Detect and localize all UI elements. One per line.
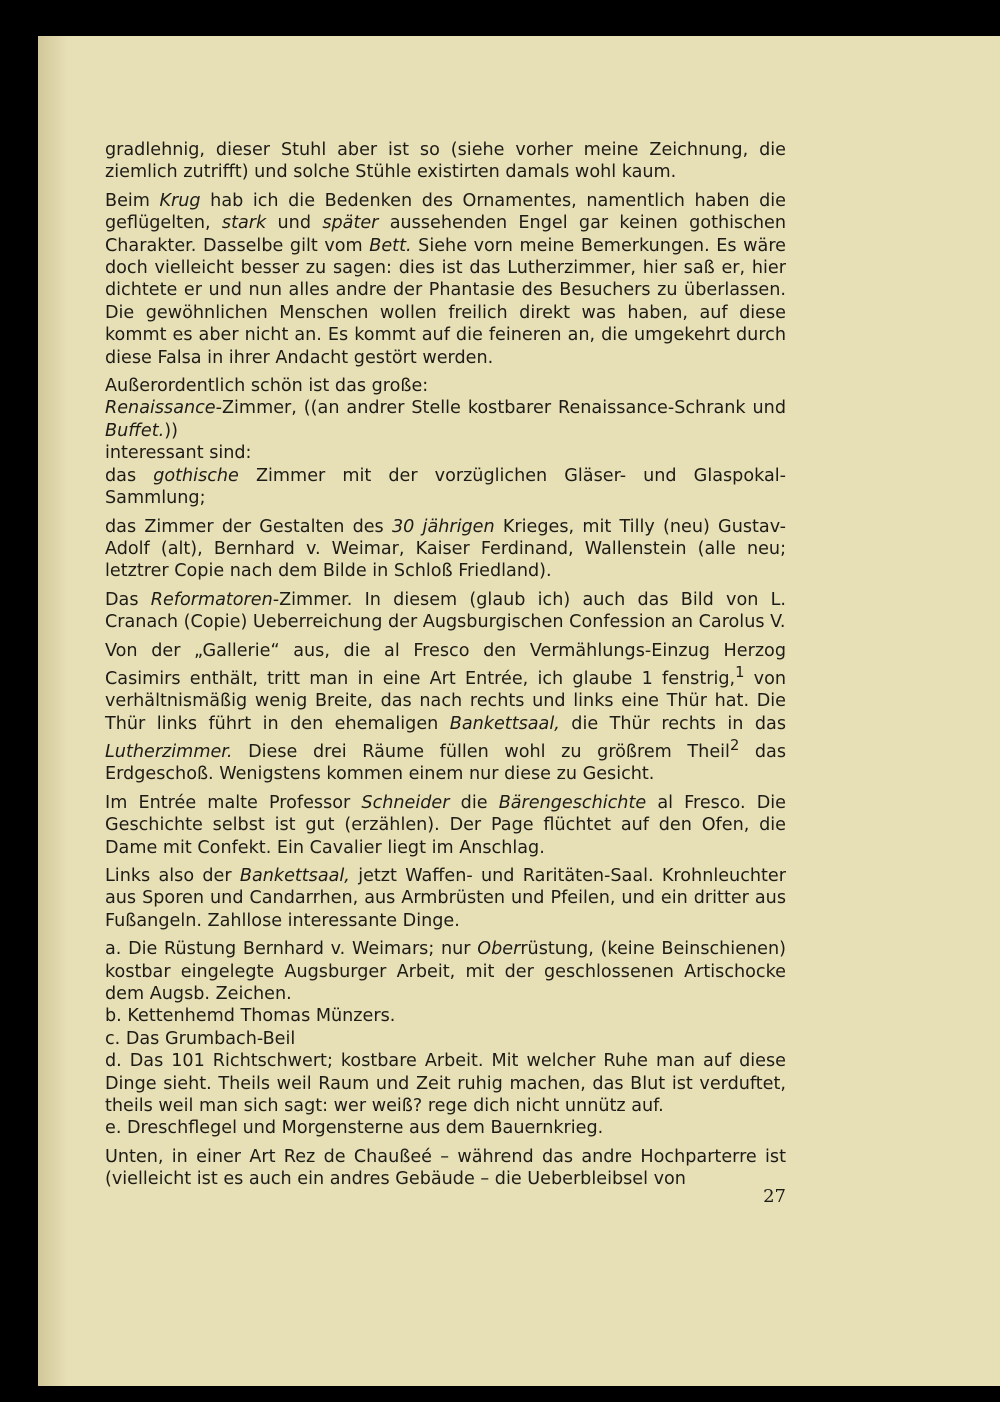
emphasis: 30 jährigen [391, 516, 495, 537]
page-number: 27 [763, 1186, 786, 1207]
text-run: das [105, 465, 154, 486]
page-text [105, 139, 786, 1197]
list-item-b [105, 1005, 786, 1027]
emphasis: Lutherzimmer. [105, 741, 233, 762]
text-run: interessant sind: [105, 443, 252, 464]
text-run: a. Die Rüstung Bernhard v. Weimars; nur [105, 939, 478, 960]
text-run: c. Das Grumbach-Beil [105, 1028, 296, 1049]
paragraph-5 [105, 589, 786, 634]
list-item-e [105, 1117, 786, 1139]
text-run: b. Kettenhemd Thomas Münzers. [105, 1006, 396, 1027]
footnote-marker: 2 [729, 737, 740, 755]
paragraph-4 [105, 516, 786, 583]
text-run: -Zimmer, ((an andrer Stelle kostbarer Renaissance-Schrank und [215, 398, 786, 419]
paragraph-8 [105, 865, 786, 932]
list-item-a [105, 938, 786, 1005]
text-run: -Zimmer. In diesem (glaub ich) auch das Bild von L. Cranach (Copie) Ueberreichung der Augsburgischen Confession an Carolus V. [105, 589, 786, 633]
text-run: Siehe vorn meine Bemerkungen. Es wäre doch vielleicht besser zu sagen: dies ist das Lutherzimmer, hier saß er, hier dichtete er und nun alles andre der Phantasie des Besuchers zu überlassen. Die gewöhnlichen Menschen wollen freilich direkt was haben, auf diese kommt es aber nicht an. Es kommt auf die feineren an, die umgekehrt durch diese Falsa in ihrer Andacht gestört werden. [105, 235, 787, 368]
paragraph-3-line-3 [105, 442, 786, 464]
text-run: al Fresco. Die Geschichte selbst ist gut (erzählen). Der Page flüchtet auf den Ofen, die Dame mit Confekt. Ein Cavalier liegt im Anschlag. [105, 792, 786, 858]
paragraph-3-line-1 [105, 375, 786, 397]
emphasis: Bankettsaal, [449, 713, 560, 734]
text-run: Im Entrée malte Professor [105, 792, 362, 813]
paragraph-10 [105, 1146, 786, 1191]
text-run: und [266, 213, 323, 234]
emphasis: stark [221, 213, 267, 234]
emphasis: Bett. [369, 235, 412, 256]
text-run: die [449, 792, 499, 813]
footnote-marker: 1 [735, 663, 745, 681]
text-run: gradlehnig, dieser Stuhl aber ist so (siehe vorher meine Zeichnung, die ziemlich zutrifft) und solche Stühle existirten damals wohl kaum. [105, 140, 786, 183]
list-item-d [105, 1050, 786, 1117]
emphasis: Renaissance [105, 398, 216, 419]
text-run: Das [105, 589, 151, 610]
list-item-c [105, 1028, 786, 1050]
emphasis: gothische [153, 465, 239, 486]
emphasis: Bankettsaal, [239, 865, 350, 886]
book-page [38, 36, 1000, 1386]
text-run: Zimmer mit der vorzüglichen Gläser- und Glaspokal-Sammlung; [105, 465, 786, 509]
text-run: Von der „Gallerie“ aus, die al Fresco den Vermählungs-Einzug Herzog Casimirs enthält, tritt man in eine Art Entrée, ich glaube 1 fenstrig, [105, 640, 786, 689]
text-run: Diese drei Räume füllen wohl zu größrem Theil [232, 741, 730, 762]
text-run: die Thür rechts in das [559, 713, 786, 734]
text-run: )) [164, 420, 178, 441]
paragraph-1 [105, 139, 786, 184]
text-run: jetzt Waffen- und Raritäten-Saal. Krohnleuchter aus Sporen und Candarrhen, aus Armbrüsten und Pfeilen, und ein dritter aus Fußangeln. Zahllose interessante Dinge. [105, 865, 786, 931]
emphasis: Schneider [361, 792, 450, 813]
text-run: aussehenden Engel gar keinen gothischen Charakter. Dasselbe gilt vom [105, 213, 786, 256]
emphasis: Bärengeschichte [498, 792, 647, 813]
text-run: e. Dreschflegel und Morgensterne aus dem Bauernkrieg. [105, 1118, 604, 1139]
text-run: Krieges, mit Tilly (neu) Gustav-Adolf (alt), Bernhard v. Weimar, Kaiser Ferdinand, Wallenstein (alle neu; letztrer Copie nach dem Bilde in Schloß Friedland). [105, 516, 786, 582]
text-run: das Erdgeschoß. Wenigstens kommen einem nur diese zu Gesicht. [105, 741, 786, 785]
text-run: von verhältnismäßig wenig Breite, das nach rechts und links eine Thür hat. Die Thür links führt in den ehemaligen [105, 668, 786, 734]
text-run: Beim [105, 190, 160, 211]
paragraph-3-line-4 [105, 465, 786, 510]
paragraph-2 [105, 190, 786, 369]
text-run: hab ich die Bedenken des Ornamentes, namentlich haben die geflügelten, [105, 190, 786, 234]
paragraph-7 [105, 792, 786, 859]
text-run: d. Das 101 Richtschwert; kostbare Arbeit. Mit welcher Ruhe man auf diese Dinge sieht. Theils weil Raum und Zeit ruhig machen, das Blut ist verduftet, theils weil man sich sagt: wer weiß? rege dich nicht unnütz auf. [105, 1051, 786, 1116]
emphasis: Buffet. [105, 420, 165, 441]
emphasis: später [322, 213, 379, 234]
text-run: rüstung, (keine Beinschienen) kostbar eingelegte Augsburger Arbeit, mit der geschlossenen Artischocke dem Augsb. Zeichen. [105, 939, 787, 1004]
emphasis: Reformatoren [150, 589, 273, 610]
emphasis: Krug [159, 190, 201, 211]
paragraph-6 [105, 640, 786, 786]
emphasis: Ober [477, 939, 521, 960]
text-run: Links also der [105, 865, 240, 886]
text-run: das Zimmer der Gestalten des [105, 516, 392, 537]
text-run: Unten, in einer Art Rez de Chaußeé – während das andre Hochparterre ist (vielleicht ist es auch ein andres Gebäude – die Ueberbleibsel von [105, 1146, 786, 1190]
text-run: Außerordentlich schön ist das große: [105, 376, 429, 397]
paragraph-3-line-2 [105, 397, 786, 442]
